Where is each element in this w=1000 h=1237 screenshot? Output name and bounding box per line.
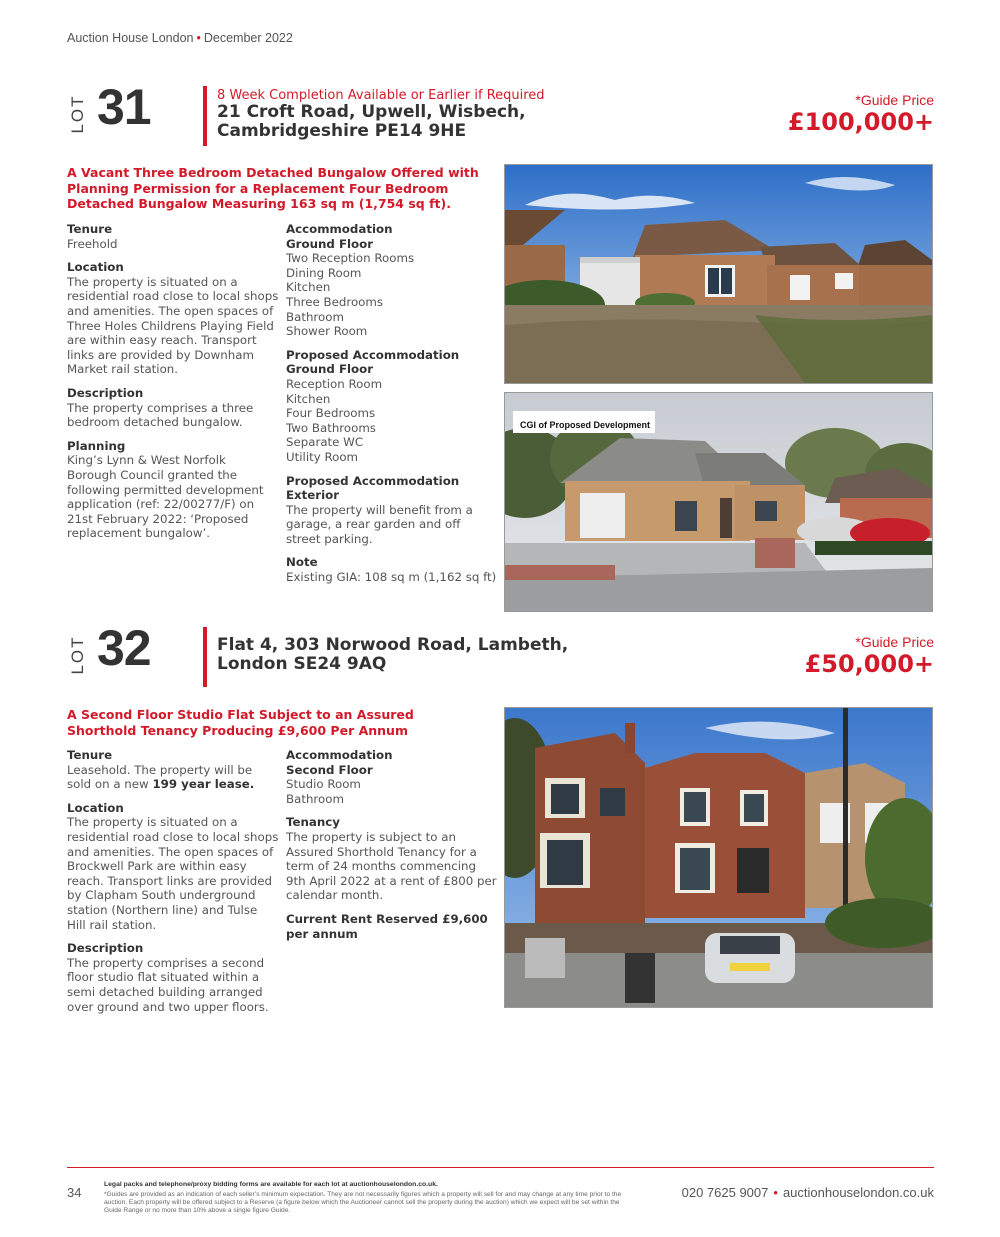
- lot-number: 31: [97, 79, 151, 135]
- footer-rule: [67, 1167, 934, 1168]
- legal-notice: [104, 1181, 629, 1215]
- room-item: Kitchen: [286, 280, 331, 295]
- exterior-heading: Proposed Accommodation Exterior: [286, 473, 460, 503]
- room-item: Four Bedrooms: [286, 406, 376, 421]
- cgi-caption: CGI of Proposed Development: [520, 420, 651, 430]
- address-line-1: Flat 4, 303 Norwood Road, Lambeth,: [217, 635, 569, 655]
- tenure-text: Leasehold. The property will be sold on a new 199 year lease.: [67, 762, 255, 792]
- phone-number: 020 7625 9007: [681, 1185, 769, 1200]
- lot-label: LOT: [68, 635, 87, 675]
- cgi-photo: [504, 392, 933, 612]
- tenure-heading: Tenure: [67, 222, 113, 236]
- location-heading: Location: [67, 800, 124, 815]
- guide-disclaimer: *Guides are provided as an indication of each seller’s minimum expectation. They are not necessarily figures which a property will sell for and may change at any time prior to the auction. Each property will be offered subject to a Reserve (a figure below which the Auctioneer cannot sell the property during the auction) which we expect will be set within the Guide Range or no more than 10% above a single figure Guide.: [104, 1191, 622, 1214]
- rent-reserved: Current Rent Reserved £9,600 per annum: [286, 911, 488, 941]
- lease-term: 199 year lease.: [152, 777, 255, 792]
- lot-divider: [203, 86, 207, 146]
- room-item: Utility Room: [286, 449, 359, 464]
- accommodation-heading: Accommodation: [286, 222, 393, 236]
- exterior-text: The property will benefit from a garage, a rear garden and off street parking.: [286, 502, 473, 546]
- ground-floor-heading: Ground Floor: [286, 236, 374, 251]
- separator-dot: •: [773, 1185, 778, 1200]
- room-item: Three Bedrooms: [286, 294, 384, 309]
- lot-32-right-column: [286, 748, 498, 950]
- lot-number: 32: [97, 620, 151, 676]
- room-item: Two Reception Rooms: [286, 251, 415, 266]
- norwood-road-photo: [504, 707, 933, 1008]
- guide-price-block: [788, 92, 934, 136]
- lot-divider: [203, 627, 207, 687]
- note-heading: Note: [286, 555, 318, 570]
- description-text: The property comprises a three bedroom detached bungalow.: [67, 400, 254, 430]
- planning-text: King’s Lynn & West Norfolk Borough Council granted the following permitted development application (ref: 22/00277/F) on 21st February 2022: ‘Proposed replacement bungalow’.: [67, 453, 264, 541]
- lot-31-right-column: [286, 222, 498, 594]
- accommodation-heading: Accommodation: [286, 748, 393, 762]
- location-heading: Location: [67, 260, 124, 275]
- address-line-2: Cambridgeshire PE14 9HE: [217, 121, 467, 141]
- room-item: Reception Room: [286, 376, 383, 391]
- publisher: Auction House London: [67, 31, 194, 45]
- room-item: Two Bathrooms: [286, 420, 376, 435]
- planning-heading: Planning: [67, 438, 126, 453]
- location-text: The property is situated on a residential road close to local shops and amenities. The open spaces of Three Holes Childrens Playing Field are within easy reach. Transport links are provided by Downham Market rail station.: [67, 274, 279, 377]
- proposed-heading: Proposed Accommodation: [286, 347, 460, 362]
- lot-32-left-column: [67, 748, 279, 1023]
- completion-note: 8 Week Completion Available or Earlier if Required: [217, 88, 545, 103]
- website-link[interactable]: auctionhouselondon.co.uk: [782, 1185, 934, 1200]
- room-item: Kitchen: [286, 391, 331, 406]
- location-text: The property is situated on a residential road close to local shops and amenities. The open spaces of Brockwell Park are within easy reach. Transport links are provided by Clapham South underground station (Northern line) and Tulse Hill rail station.: [67, 815, 279, 932]
- description-heading: Description: [67, 385, 144, 400]
- lot-31-headline: A Vacant Three Bedroom Detached Bungalow Offered with Planning Permission for a Replacement Four Bedroom Detached Bungalow Measuring 163 sq m (1,754 sq ft).: [67, 165, 479, 211]
- note-text: Existing GIA: 108 sq m (1,162 sq ft): [286, 570, 497, 585]
- contact-info: [682, 1185, 934, 1200]
- guide-price-label: *Guide Price: [855, 634, 934, 650]
- room-item: Bathroom: [286, 791, 344, 806]
- lot-32-headline: A Second Floor Studio Flat Subject to an Assured Shorthold Tenancy Producing £9,600 Per Annum: [67, 707, 414, 738]
- separator-dot: •: [196, 31, 201, 45]
- room-item: Bathroom: [286, 309, 344, 324]
- tenure-heading: Tenure: [67, 748, 113, 762]
- proposed-ground-floor-heading: Ground Floor: [286, 362, 374, 377]
- issue-date: December 2022: [203, 31, 293, 45]
- tenancy-heading: Tenancy: [286, 815, 340, 830]
- room-item: Dining Room: [286, 265, 362, 280]
- guide-price: £50,000+: [804, 650, 934, 678]
- description-text: The property comprises a second floor studio flat situated within a semi detached building arranged over ground and two upper floors.: [67, 955, 269, 1014]
- guide-price-label: *Guide Price: [855, 92, 934, 108]
- bungalow-photo: [504, 164, 933, 384]
- description-heading: Description: [67, 941, 144, 956]
- room-item: Separate WC: [286, 435, 364, 450]
- room-item: Shower Room: [286, 324, 368, 339]
- tenure-text: Freehold: [67, 236, 118, 251]
- address-line-1: 21 Croft Road, Upwell, Wisbech,: [217, 102, 526, 122]
- lot-31-left-column: [67, 222, 279, 550]
- page-number: 34: [67, 1185, 82, 1200]
- page-header: [67, 31, 293, 45]
- address-line-2: London SE24 9AQ: [217, 654, 387, 674]
- lot-label: LOT: [68, 94, 87, 134]
- room-item: Studio Room: [286, 777, 361, 792]
- second-floor-heading: Second Floor: [286, 762, 373, 777]
- guide-price: £100,000+: [787, 108, 934, 136]
- lot-31-header: [67, 79, 947, 152]
- tenancy-text: The property is subject to an Assured Shorthold Tenancy for a term of 24 months commencing 9th April 2022 at a rent of £800 per calendar month.: [286, 829, 497, 903]
- guide-price-block: [805, 634, 934, 678]
- legal-packs-note: Legal packs and telephone/proxy bidding forms are available for each lot at auctionhouselondon.co.uk.: [104, 1181, 438, 1188]
- lot-32-header: [67, 620, 947, 693]
